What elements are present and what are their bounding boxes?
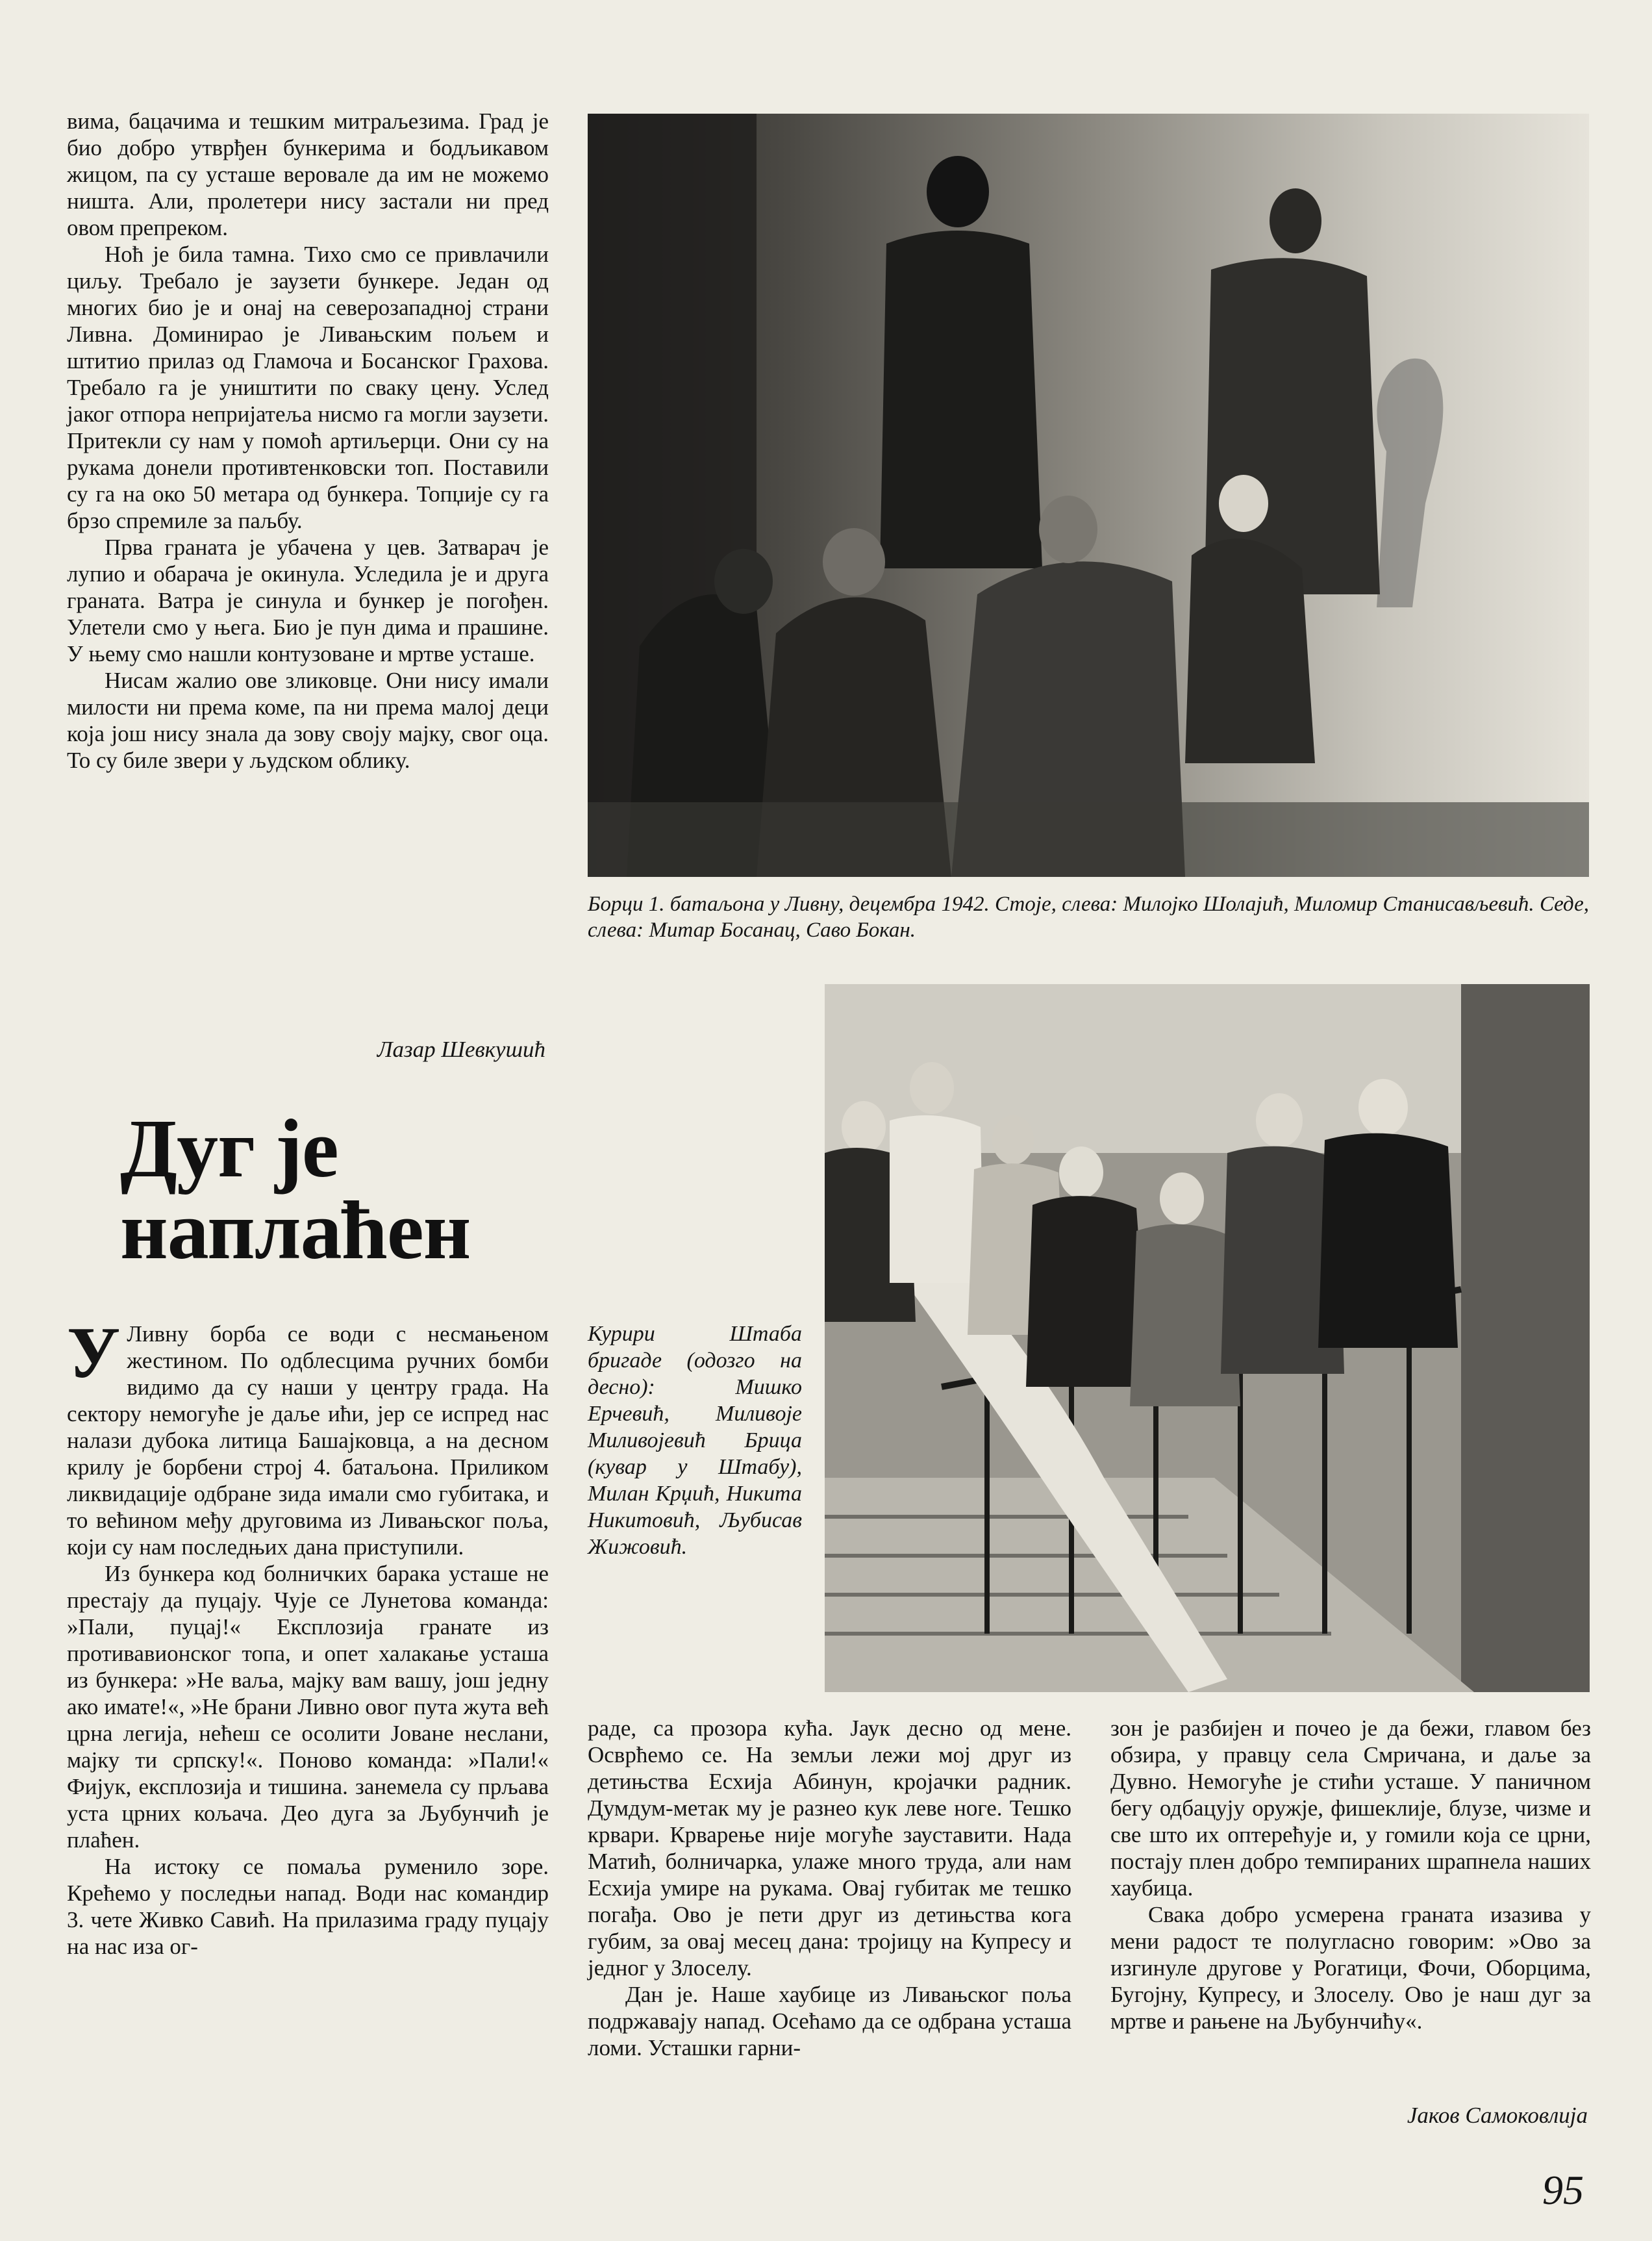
article2-paragraph: На истоку се помаља руменило зоре. Крећемо у последњи напад. Води нас командир 3. чете Живко Савић. На прилазима граду пуцају на нас иза ог- bbox=[67, 1854, 549, 1959]
article2-first-paragraph-text: Ливну борба се води с несмањеном жестином. По одблесцима ручних бомби видимо да су наши у центру града. На сектору немогуће је даље ићи, јер се испред нас налази дубока литица Башајковца, а на десном крилу је борбени строј 4. батаљона. Приликом ликвидације одбране зида имали смо губитака, и то већином међу друговима из Ливањског поља, који су нам последњих дана приступили. bbox=[67, 1321, 549, 1560]
article2-headline bbox=[120, 1102, 510, 1276]
article2-paragraph: Из бункера код болничких барака усташе не престају да пуцају. Чује се Лунетова команда: »Пали, пуцај!« Експлозија гранате из противавионског топа, и опет халакање усташа из бункера: »Не ваља, мајку вам вашу, још једну ако имате!«, »Не брани Ливно овог пута жута већ црна легија, нећеш се осолити Јоване неслани, мајку ти српску!«. Поново команда: »Пали!« Фијук, експлозија и тишина. занемела су прљава уста црних кољача. Део дуга за Љубунчић је плаћен. bbox=[67, 1561, 549, 1853]
photo-fighters-livno bbox=[588, 114, 1589, 877]
article1-paragraph: Нисам жалио ове зликовце. Они нису имали милости ни према коме, па ни према малој деци која још нису знала да зову своју мајку, свог оца. То су биле звери у људском облику. bbox=[67, 668, 549, 773]
photo2-caption: Курири Штаба бригаде (одозго на десно): Мишко Ерчевић, Миливоје Миливојевић Брица (кувар у Штабу), Милан Крџић, Никита Никитовић, Љубисав Жижовић. bbox=[588, 1322, 802, 1559]
article2-middle-column bbox=[588, 1715, 1071, 2061]
photo-couriers bbox=[825, 984, 1590, 1692]
article2-author: Јаков Самоковлија bbox=[1407, 2103, 1588, 2128]
article2-right-column bbox=[1110, 1715, 1591, 2034]
article1-paragraph: вима, бацачима и тешким митраљезима. Град је био добро утврђен бункерима и бодљикавом жицом, па су усташе веровале да им не можемо ништа. Али, пролетери нису застали ни пред овом препреком. bbox=[67, 108, 549, 240]
page-number: 95 bbox=[1542, 2167, 1584, 2213]
headline-line2: наплаћен bbox=[120, 1184, 471, 1276]
article2-dropcap: У bbox=[67, 1313, 121, 1393]
article2-first-paragraph bbox=[67, 1313, 549, 1560]
photo-fighters-image bbox=[588, 114, 1589, 877]
article1-paragraph: Ноћ је била тамна. Тихо смо се привлачили циљу. Требало је заузети бункере. Један од многих био је и онај на северозападној страни Ливна. Доминирао је Ливањским пољем и штитио прилаз од Гламоча и Босанског Грахова. Требало га је уништити по сваку цену. Услед јаког отпора непријатеља нисмо га могли заузети. Притекли су нам у помоћ артиљерци. Они су на рукама донели противтенковски топ. Поставили су га на око 50 метара од бункера. Топџије су га брзо спремиле за паљбу. bbox=[67, 242, 549, 533]
article1-column bbox=[67, 108, 549, 774]
article2-left-column bbox=[67, 1313, 549, 1960]
article1-paragraph: Прва граната је убачена у цев. Затварач је лупио и обарача је окинула. Уследила је и друга граната. Ватра је синула и бункер је погођен. Улетели смо у њега. Био је пун дима и прашине. У њему смо нашли контузоване и мртве усташе. bbox=[67, 535, 549, 666]
article2-paragraph: раде, са прозора кућа. Јаук десно од мене. Осврћемо се. На земљи лежи мој друг из детињства Есхија Абинун, кројачки радник. Думдум-метак му је разнео кук леве ноге. Тешко крвари. Крварење није могуће зауставити. Нада Матић, болничарка, улаже много труда, али нам Есхија умире на рукама. Овај губитак ме тешко погађа. Ово је пети друг из детињства кога губим, за овај месец дана: тројицу на Купресу и једног у Злоселу. bbox=[588, 1716, 1071, 1981]
article2-paragraph: Свака добро усмерена граната изазива у мени радост те полугласно говорим: »Ово за изгинуле другове у Рогатици, Фочи, Оборцима, Бугојну, Купресу, и Злоселу. Ово је наш дуг за мртве и рањене на Љубунчићу«. bbox=[1110, 1902, 1591, 2034]
article1-author: Лазар Шевкушић bbox=[377, 1037, 545, 1062]
article2-paragraph: зон је разбијен и почео је да бежи, главом без обзира, у правцу села Смричана, и даље за Дувно. Немогуће је стићи усташе. У паничном бегу одбацују оружје, фишеклије, блузе, чизме и све што их оптерећује и, у гомили која се црни, постају плен добро темпираних шрапнела наших хаубица. bbox=[1110, 1716, 1591, 1901]
headline-line1: Дуг је bbox=[120, 1102, 338, 1195]
article2-paragraph: Дан је. Наше хаубице из Ливањског поља подржавају напад. Осећамо да се одбрана усташа ломи. Усташки гарни- bbox=[588, 1982, 1071, 2060]
photo-couriers-image bbox=[825, 984, 1590, 1692]
photo1-caption: Борци 1. батаљона у Ливну, децембра 1942. Стоје, слева: Милојко Шолајић, Миломир Станисављевић. Седе, слева: Митар Босанац, Саво Бокан. bbox=[588, 893, 1589, 942]
